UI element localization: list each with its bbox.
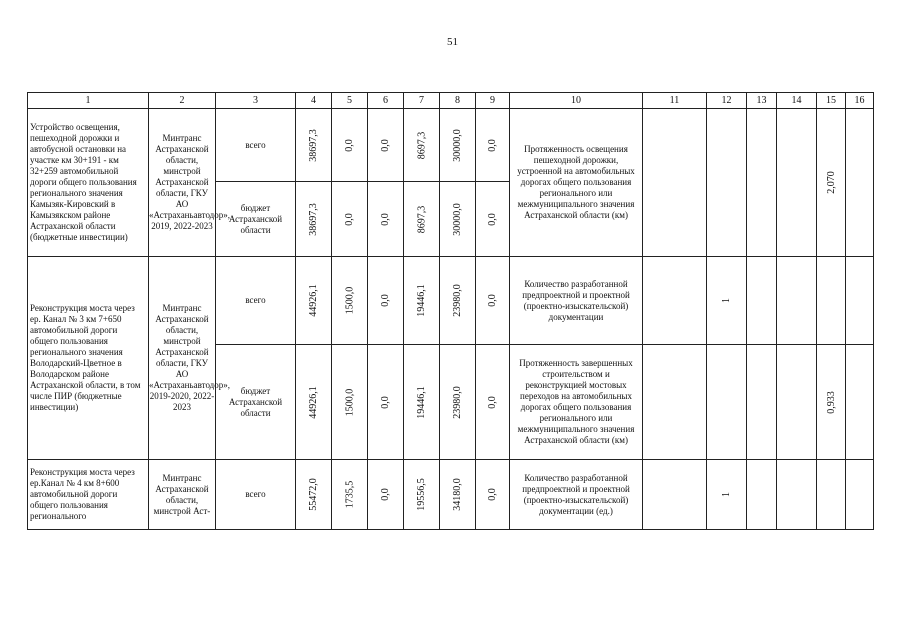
value-cell [368,257,404,345]
value-text: 0,0 [380,138,391,152]
value-cell [332,109,368,182]
value-text: 0,0 [487,212,498,226]
value-cell [440,460,476,530]
header-cell: 9 [476,93,510,109]
project-executor: Минтранс Астраханской области, минстрой Аст- [149,460,216,530]
value-cell [707,460,747,530]
value-cell [296,109,332,182]
value-cell [332,460,368,530]
empty-cell [777,257,817,345]
empty-cell [643,460,707,530]
value-cell [817,109,846,257]
value-text: 1 [721,298,732,303]
empty-cell [846,109,874,257]
value-text: 44926,1 [308,284,319,317]
value-cell [404,345,440,460]
header-cell: 2 [149,93,216,109]
empty-cell [846,257,874,345]
empty-cell [643,345,707,460]
value-cell [332,345,368,460]
header-cell: 16 [846,93,874,109]
value-cell [296,182,332,257]
funding-source: всего [216,460,296,530]
value-text: 1500,0 [344,388,355,416]
value-text: 2,070 [825,171,837,194]
empty-cell [747,345,777,460]
value-text: 38697,3 [308,128,319,162]
value-text: 0,0 [344,212,355,226]
header-cell: 10 [510,93,643,109]
header-cell: 15 [817,93,846,109]
indicator-cell: Количество разработанной предпроектной и проектной (проектно-изыскательской) документации [510,257,643,345]
value-cell [296,345,332,460]
value-cell [368,345,404,460]
empty-cell [643,109,707,257]
value-text: 8697,3 [416,131,427,159]
empty-cell [777,460,817,530]
value-text: 1 [721,492,732,497]
value-cell [476,257,510,345]
value-cell [368,460,404,530]
page-number: 51 [447,36,458,48]
value-text: 0,0 [380,395,391,409]
header-cell: 14 [777,93,817,109]
value-text: 19556,5 [416,478,427,511]
value-text: 44926,1 [308,385,319,419]
header-cell: 12 [707,93,747,109]
empty-cell [707,109,747,257]
value-cell [296,257,332,345]
value-text: 23980,0 [452,385,463,419]
value-cell [404,257,440,345]
empty-cell [747,257,777,345]
project-description: Устройство освещения, пешеходной дорожки и автобусной остановки на участке км 30+191 - км 32+259 автомобильной дороги общего пользования регионального значения Камызяк-Кировский в Камызякском районе Астраханской области (бюджетные инвестиции) [28,109,149,257]
value-text: 0,0 [487,488,498,501]
table-row [28,257,874,345]
header-cell: 6 [368,93,404,109]
value-text: 0,0 [487,294,498,307]
value-cell [817,257,846,345]
header-cell: 1 [28,93,149,109]
value-text: 38697,3 [308,202,319,236]
header-cell: 11 [643,93,707,109]
value-cell [332,257,368,345]
value-cell [368,182,404,257]
value-cell [476,345,510,460]
value-text: 23980,0 [452,284,463,317]
value-text: 0,0 [344,138,355,152]
funding-source: бюджет Астраханской области [216,345,296,460]
value-cell [404,182,440,257]
budget-table [27,92,874,530]
value-cell [707,257,747,345]
value-cell [296,460,332,530]
value-text: 0,0 [487,138,498,152]
value-cell [404,460,440,530]
project-executor: Минтранс Астраханской области, минстрой Астраханской области, ГКУ АО «Астраханьавтодор», 2019, 2022-2023 [149,109,216,257]
value-text: 30000,0 [452,202,463,236]
value-text: 19446,1 [416,385,427,419]
header-cell: 4 [296,93,332,109]
indicator-cell: Протяженность завершенных строительством и реконструкцией мостовых переходов на автомобильных дорогах общего пользования регионального или межмуниципального значения Астраханской области (км) [510,345,643,460]
value-text: 0,0 [380,488,391,501]
empty-cell [747,109,777,257]
value-text: 55472,0 [308,478,319,511]
value-cell [332,182,368,257]
header-cell: 5 [332,93,368,109]
header-cell: 13 [747,93,777,109]
project-executor: Минтранс Астраханской области, минстрой Астраханской области, ГКУ АО «Астраханьавтодор», 2019-2020, 2022-2023 [149,257,216,460]
value-text: 0,0 [380,212,391,226]
value-text: 0,0 [380,294,391,307]
funding-source: бюджет Астраханской области [216,182,296,257]
value-cell [817,345,846,460]
value-text: 8697,3 [416,205,427,233]
funding-source: всего [216,257,296,345]
value-text: 1500,0 [344,286,355,315]
value-text: 34180,0 [452,478,463,511]
value-cell [707,345,747,460]
indicator-cell: Количество разработанной предпроектной и проектной (проектно-изыскательской) документации (ед.) [510,460,643,530]
value-cell [476,460,510,530]
indicator-cell: Протяженность освещения пешеходной дорожки, устроенной на автомобильных дорогах общего пользования регионального или межмуниципального значения Астраханской области (км) [510,109,643,257]
value-text: 0,933 [825,390,837,414]
value-cell [440,109,476,182]
empty-cell [817,460,846,530]
empty-cell [846,460,874,530]
empty-cell [747,460,777,530]
project-description: Реконструкция моста через ер. Канал № 3 км 7+650 автомобильной дороги общего пользования регионального значения Володарский-Цветное в Володарском районе Астраханской области, в том числе ПИР (бюджетные инвестиции) [28,257,149,460]
value-cell [440,257,476,345]
header-cell: 7 [404,93,440,109]
value-cell [404,109,440,182]
value-cell [440,182,476,257]
value-text: 0,0 [487,395,498,409]
table-row [28,460,874,530]
value-cell [476,109,510,182]
project-description: Реконструкция моста через ер.Канал № 4 км 8+600 автомобильной дороги общего пользования регионального [28,460,149,530]
value-cell [368,109,404,182]
value-cell [476,182,510,257]
value-text: 30000,0 [452,128,463,162]
header-row [28,93,874,109]
value-text: 19446,1 [416,284,427,317]
empty-cell [777,109,817,257]
empty-cell [846,345,874,460]
value-cell [440,345,476,460]
header-cell: 3 [216,93,296,109]
empty-cell [777,345,817,460]
header-cell: 8 [440,93,476,109]
table-row [28,109,874,182]
funding-source: всего [216,109,296,182]
empty-cell [643,257,707,345]
value-text: 1735,5 [344,480,355,509]
